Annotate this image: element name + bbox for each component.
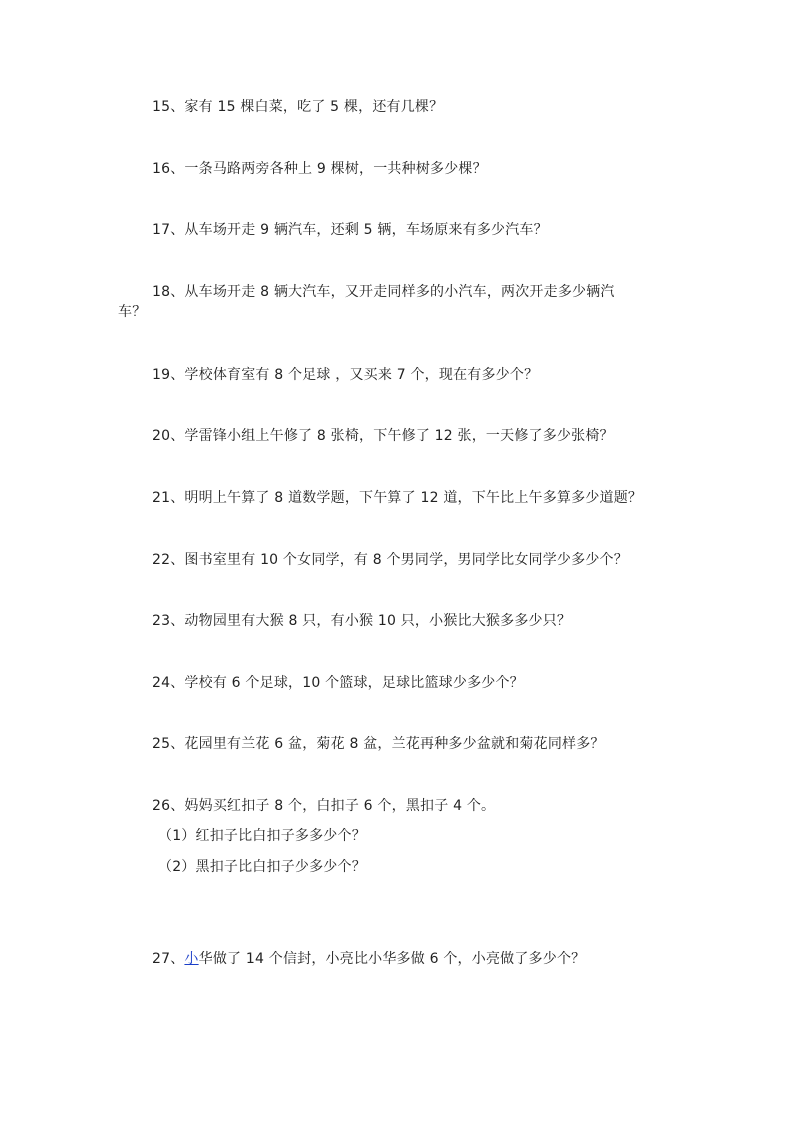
question-18-line-2: 车？ <box>118 304 147 320</box>
question-26: 26、妈妈买红扣子 8 个，白扣子 6 个，黑扣子 4 个。 <box>152 798 496 814</box>
question-26-sub-2: （2）黑扣子比白扣子少多少个？ <box>158 859 366 875</box>
question-21: 21、明明上午算了 8 道数学题，下午算了 12 道，下午比上午多算多少道题？ <box>152 490 643 506</box>
question-17: 17、从车场开走 9 辆汽车，还剩 5 辆，车场原来有多少汽车？ <box>152 222 548 238</box>
question-22: 22、图书室里有 10 个女同学，有 8 个男同学，男同学比女同学少多少个？ <box>152 552 628 568</box>
question-25: 25、花园里有兰花 6 盆，菊花 8 盆，兰花再种多少盆就和菊花同样多？ <box>152 736 605 752</box>
question-26-sub-1: （1）红扣子比白扣子多多少个？ <box>158 828 366 844</box>
question-15: 15、家有 15 棵白菜，吃了 5 棵，还有几棵？ <box>152 99 444 115</box>
question-27-rest: 华做了 14 个信封，小亮比小华多做 6 个，小亮做了多少个？ <box>198 951 586 967</box>
question-23: 23、动物园里有大猴 8 只，有小猴 10 只，小猴比大猴多多少只？ <box>152 613 572 629</box>
question-27-prefix: 27、 <box>152 951 185 967</box>
question-19: 19、学校体育室有 8 个足球 ，又买来 7 个，现在有多少个？ <box>152 367 539 383</box>
question-24: 24、学校有 6 个足球，10 个篮球，足球比篮球少多少个？ <box>152 675 524 691</box>
question-27-link[interactable]: 小 <box>184 951 199 967</box>
question-16: 16、一条马路两旁各种上 9 棵树，一共种树多少棵？ <box>152 161 487 177</box>
question-27 <box>152 949 585 969</box>
question-20: 20、学雷锋小组上午修了 8 张椅，下午修了 12 张，一天修了多少张椅？ <box>152 428 614 444</box>
question-18-line-1: 18、从车场开走 8 辆大汽车，又开走同样多的小汽车，两次开走多少辆汽 <box>152 284 615 300</box>
